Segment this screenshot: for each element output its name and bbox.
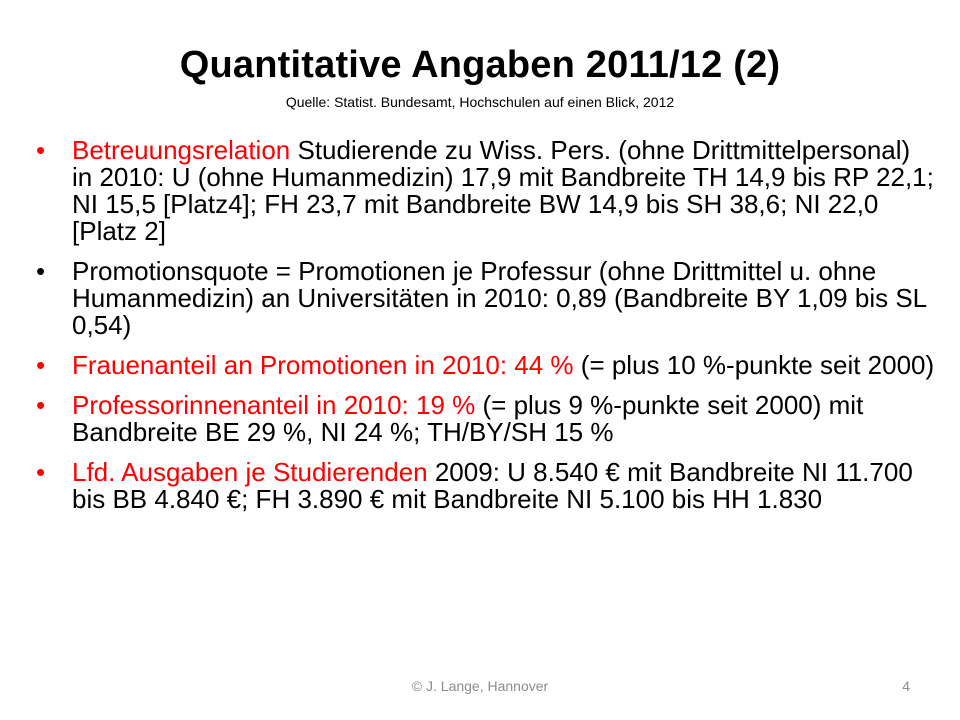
bullet-highlight: Professorinnenanteil in 2010: 19 %: [72, 390, 476, 420]
bullet-text: 2009: U 8.540 € mit Bandbreite NI 11.700 bis BB 4.840 €; FH 3.890 € mit Bandbreite NI 5.100 bis HH 1.830: [72, 457, 913, 514]
bullet-item-ausgaben: [36, 459, 936, 513]
bullet-dot-icon: •: [36, 390, 46, 420]
bullet-dot-icon: •: [36, 135, 46, 165]
bullet-text: (= plus 10 %-punkte seit 2000): [573, 350, 935, 380]
slide-title: Quantitative Angaben 2011/12 (2): [179, 44, 781, 86]
bullet-dot-icon: •: [36, 256, 46, 286]
slide-subtitle: Quelle: Statist. Bundesamt, Hochschulen auf einen Blick, 2012: [285, 94, 675, 110]
bullet-item-promotionsquote: [36, 258, 936, 339]
bullet-item-frauenanteil: [36, 352, 936, 379]
bullet-dot-icon: •: [36, 350, 46, 380]
bullet-item-betreuungsrelation: [36, 137, 936, 245]
bullet-text: Promotionsquote = Promotionen je Professur (ohne Drittmittel u. ohne Humanmedizin) an Universitäten in 2010: 0,89 (Bandbreite BY 1,09 bis SL 0,54): [72, 256, 927, 340]
bullet-highlight: Frauenanteil an Promotionen in 2010: 44 %: [72, 350, 574, 380]
bullet-highlight: Lfd. Ausgaben je Studierenden: [72, 457, 428, 487]
bullet-text: Studierende zu Wiss. Pers. (ohne Drittmittelpersonal) in 2010: U (ohne Humanmedizin) 17,9 mit Bandbreite TH 14,9 bis RP 22,1; NI 15,5 [Platz4]; FH 23,7 mit Bandbreite BW 14,9 bis SH 38,6; NI 22,0 [Platz 2]: [72, 135, 934, 246]
footer-copyright: © J. Lange, Hannover: [411, 678, 549, 694]
page-number: 4: [902, 678, 910, 694]
bullet-dot-icon: •: [36, 457, 46, 487]
bullet-text: (= plus 9 %-punkte seit 2000) mit Bandbreite BE 29 %, NI 24 %; TH/BY/SH 15 %: [72, 390, 864, 447]
bullet-list: [36, 137, 936, 526]
bullet-highlight: Betreuungsrelation: [72, 135, 291, 165]
bullet-item-professorinnenanteil: [36, 392, 936, 446]
